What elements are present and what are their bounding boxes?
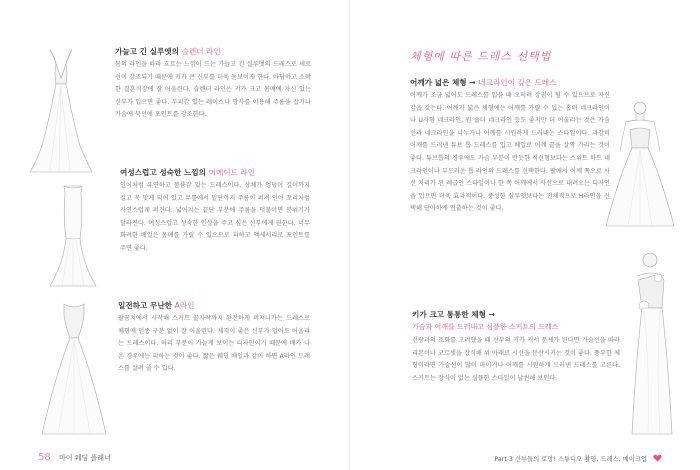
part-title: Part 3 신부들의 로망! 스튜디오 촬영, 드레스, 메이크업 — [494, 456, 647, 463]
tall-full-figure-body: 신랑과의 조화를 고려했을 때 신부의 키가 커서 문제가 된다면 가슴선을 따라 리본이나 코르셋을 장식해 위 아래로 시선을 분산시키는 것이 좋다. 풍부한 체형이라면 가슴선이 많이 파이거나 어깨를 시원하게 드러낸 드레스를 고른다. 스커트는 장식이 없는 심플한 스타일이 날씬해 보인다. — [412, 337, 620, 382]
mermaid-dress-illustration — [40, 182, 106, 290]
book-title: 마이 웨딩 플래너 — [58, 454, 111, 462]
a-line-title: 일전하고 무난한 A라인 — [118, 301, 195, 310]
a-line-body: 팔꿈치에서 시작해 스커트 끝자락까지 완전하게 퍼져나가는 드레스로 체형에 인종 구분 없이 잘 어울린다. 체격이 좋은 신부가 입어도 어울리는 드레스이다. 허리 부분이 가늘게 보이는 디자인이기 때문에 배가 나온 경우에는 피하는 것이 좋다. 짧은 웨딩 베일과 같이 하면 A라인 드레스를 살려 줄 수 있다. — [118, 315, 310, 373]
tall-full-figure-title: 키가 크고 통통한 체형 → — [412, 310, 495, 319]
tube-top-dress-illustration — [602, 100, 678, 230]
slender-dress-illustration — [22, 46, 100, 176]
heart-icon — [653, 454, 662, 462]
right-page — [350, 0, 700, 470]
tall-full-figure-subtitle: 가슴과 어깨를 드러내고 심플한 스커트의 드레스 — [412, 323, 559, 331]
slender-line-title: 가늘고 긴 실루엣의 슬렌더 라인 — [115, 47, 221, 56]
body-type-section-heading: 체형에 따른 드레스 선택법 — [410, 50, 552, 63]
slender-line-body: 몸의 라인을 따라 흐르는 느낌이 드는 가늘고 긴 실루엣의 드레스로 세로선이 강조되기 때문에 키가 큰 신부를 더욱 돋보이게 한다. 아담하고 소박한 결혼식장에 잘 어울린다. 슬렌더 라인은 키가 크고 몸매에 자신 있는 신부가 입으면 좋다. 부피감 있는 레이스나 망사를 이용해 주름을 잡거나 가슴에 묵선에 포인트를 강조한다. — [115, 61, 311, 119]
a-line-dress-illustration — [38, 300, 110, 440]
broad-shoulder-body: 어깨가 조금 넓어도 드레스를 입을 때 오히려 장점이 될 수 있으므로 자신감을 갖는다. 어깨가 넓은 체형에는 어깨를 가릴 수 있는 홀터 네크라인이나 U자형 네크라인, 원 숄더 네크라인 등도 좋지만 더 어울리는 것은 가슴선과 네크라인을 나누거나 어깨를 시원하게 드러내는 스타일이다. 과감히 어깨를 드러낸 튜브 톱 드레스를 입고 베일로 어깨 끝을 살짝 가리는 것이 좋다. 튜브톱의 경우에도 가슴 부분이 반듯한 직선형보다는 스위트 하트 네크라인이나 부드러운 톱 라인의 드레스를 선택한다. 팔에서 어깨 쪽으로 사선 치리가 된 레급인 스타일이나 한 쪽 어깨에서 사선으로 내려오는 디자인을 입으면 더욱 효과적이다. 풍성한 실루엣보다는 전체적으로 H라인을 선택해 단아하게 연출하는 것이 좋다. — [410, 92, 610, 213]
broad-shoulder-title: 어깨가 넓은 체형 → 네크라인이 깊은 드레스 — [410, 78, 557, 87]
mermaid-line-title: 여성스럽고 성숙한 느낌의 머메이드 라인 — [120, 168, 256, 177]
footer-right — [494, 454, 662, 463]
page-number: 58 — [38, 452, 51, 463]
mermaid-line-body: 인어처럼 유연하고 볼륨감 있는 드레스이다. 상체가 엉덩이 길이까지 길고 꼭 맞게 되어 있고 무릎에서 밑단까지 주름이 퍼져 인어 꼬리처럼 자연스럽게 퍼진다. 넓어지는 끝단 부분에 주름을 덧붙이면 분위기가 달라진다. 여성스럽고 성숙한 인상을 주고 싶은 신부에게 권한다. 너무 화려한 베일은 몸매를 가릴 수 있으므로 피하고 액세서리로 포인트를 주면 좋다. — [120, 182, 310, 252]
footer-left — [38, 452, 111, 463]
one-shoulder-dress-illustration — [620, 250, 682, 440]
